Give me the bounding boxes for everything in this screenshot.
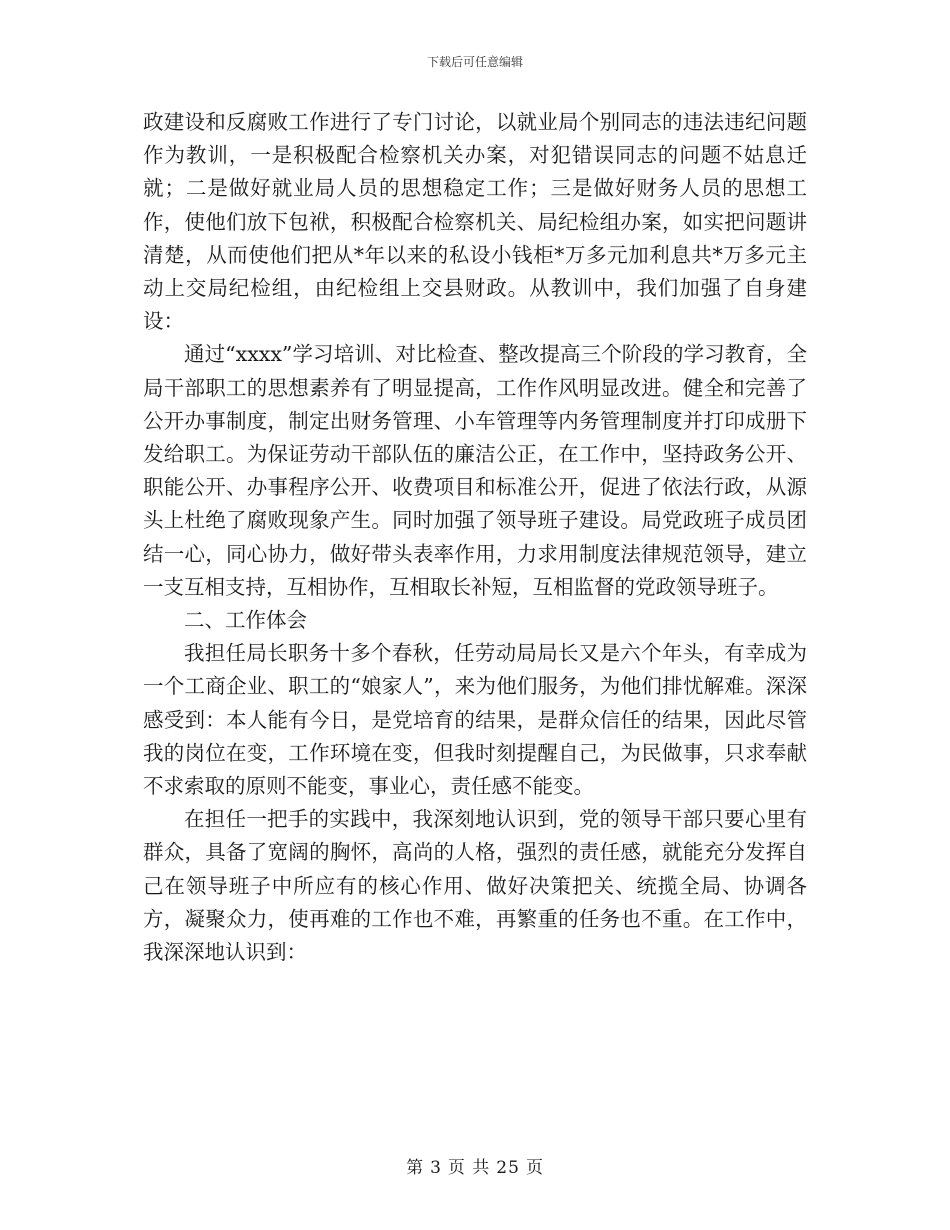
footer-total-pages: 25 — [496, 1158, 520, 1178]
paragraph-2: 通过“xxxx”学习培训、对比检查、整改提高三个阶段的学习教育，全局干部职工的思想素养有了明显提高，工作作风明显改进。健全和完善了公开办事制度，制定出财务管理、小车管理等内务管理制度并打印成册下发给职工。为保证劳动干部队伍的廉洁公正，在工作中，坚持政务公开、职能公开、办事程序公开、收费项目和标准公开，促进了依法行政，从源头上杜绝了腐败现象产生。同时加强了领导班子建设。局党政班子成员团结一心，同心协力，做好带头表率作用，力求用制度法律规范领导，建立一支互相支持，互相协作，互相取长补短，互相监督的党政领导班子。 — [143, 342, 807, 599]
footer-page-number: 3 — [430, 1158, 442, 1178]
page-header: 下载后可任意编辑 — [426, 55, 523, 69]
paragraph-3: 我担任局长职务十多个春秋，任劳动局局长又是六个年头，有幸成为一个工商企业、职工的“娘家人”，来为他们服务，为他们排忧解难。深深感受到：本人能有今日，是党培育的结果，是群众信任的结果，因此尽管我的岗位在变，工作环境在变，但我时刻提醒自己，为民做事，只求奉献不求索取的原则不能变，事业心，责任感不能变。 — [143, 641, 807, 799]
paragraph-1: 政建设和反腐败工作进行了专门讨论，以就业局个别同志的违法违纪问题作为教训，一是积极配合检察机关办案，对犯错误同志的问题不姑息迁就；二是做好就业局人员的思想稳定工作；三是做好财务人员的思想工作，使他们放下包袱，积极配合检察机关、局纪检组办案，如实把问题讲清楚，从而使他们把从*年以来的私设小钱柜*万多元加利息共*万多元主动上交局纪检组，由纪检组上交县财政。从教训中，我们加强了自身建设： — [143, 110, 807, 334]
footer-suffix: 页 — [525, 1158, 544, 1178]
footer-middle: 页 共 — [447, 1158, 491, 1178]
footer-prefix: 第 — [406, 1158, 425, 1178]
page-footer — [0, 1153, 950, 1178]
document-body — [143, 106, 807, 969]
section-heading: 二、工作体会 — [184, 608, 307, 633]
paragraph-4: 在担任一把手的实践中，我深刻地认识到，党的领导干部只要心里有群众，具备了宽阔的胸怀，高尚的人格，强烈的责任感，就能充分发挥自己在领导班子中所应有的核心作用、做好决策把关、统揽全局、协调各方，凝聚众力，使再难的工作也不难，再繁重的任务也不重。在工作中，我深深地认识到： — [143, 807, 807, 965]
